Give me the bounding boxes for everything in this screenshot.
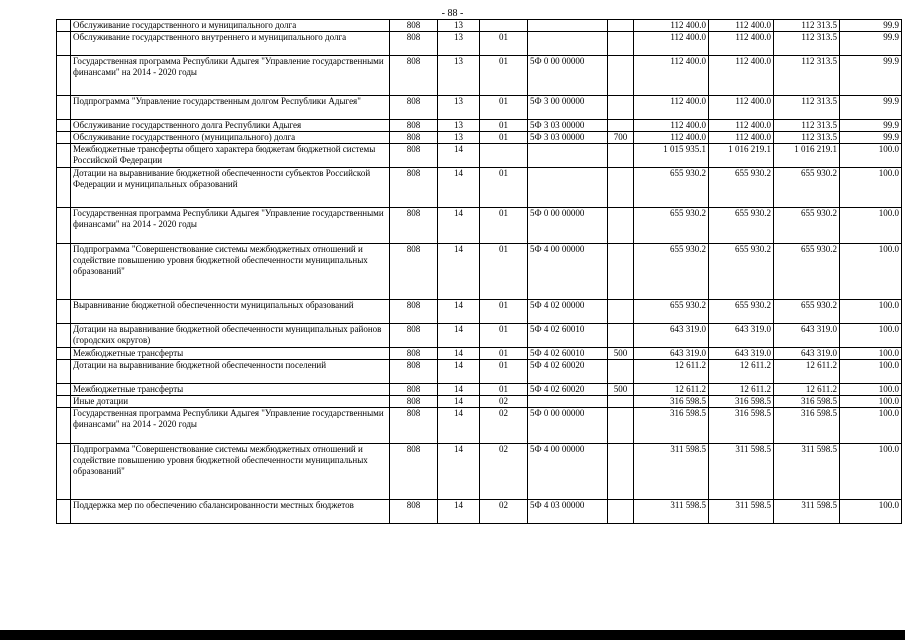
cell-sum-plan: 112 400.0 bbox=[709, 56, 774, 96]
row-margin-cell bbox=[57, 20, 71, 32]
cell-sum-plan: 112 400.0 bbox=[709, 20, 774, 32]
cell-expense-type bbox=[608, 300, 634, 324]
cell-expense-type bbox=[608, 208, 634, 244]
row-name: Обслуживание государственного внутреннего и муниципального долга bbox=[71, 32, 390, 56]
table-row bbox=[57, 244, 902, 300]
cell-grbs: 808 bbox=[390, 168, 438, 208]
cell-percent: 100.0 bbox=[840, 396, 902, 408]
row-name: Дотации на выравнивание бюджетной обеспеченности субъектов Российской Федерации и муниципальных образований bbox=[71, 168, 390, 208]
cell-sum-plan: 316 598.5 bbox=[709, 396, 774, 408]
cell-podrazdel: 01 bbox=[480, 324, 528, 348]
table-row bbox=[57, 500, 902, 524]
cell-sum-approved: 316 598.5 bbox=[634, 396, 709, 408]
cell-sum-executed: 112 313.5 bbox=[774, 120, 840, 132]
row-margin-cell bbox=[57, 120, 71, 132]
cell-razdel: 14 bbox=[438, 384, 480, 396]
cell-grbs: 808 bbox=[390, 144, 438, 168]
cell-razdel: 14 bbox=[438, 144, 480, 168]
cell-target-article bbox=[528, 20, 608, 32]
cell-grbs: 808 bbox=[390, 500, 438, 524]
cell-podrazdel: 01 bbox=[480, 96, 528, 120]
cell-percent: 99.9 bbox=[840, 32, 902, 56]
cell-percent: 100.0 bbox=[840, 144, 902, 168]
row-margin-cell bbox=[57, 444, 71, 500]
page-number: - 88 - bbox=[441, 8, 464, 19]
row-margin-cell bbox=[57, 244, 71, 300]
table-row bbox=[57, 96, 902, 120]
table-row bbox=[57, 32, 902, 56]
cell-razdel: 14 bbox=[438, 444, 480, 500]
row-margin-cell bbox=[57, 300, 71, 324]
cell-expense-type bbox=[608, 144, 634, 168]
row-margin-cell bbox=[57, 56, 71, 96]
cell-sum-executed: 112 313.5 bbox=[774, 56, 840, 96]
cell-percent: 100.0 bbox=[840, 168, 902, 208]
cell-sum-plan: 12 611.2 bbox=[709, 360, 774, 384]
cell-percent: 99.9 bbox=[840, 96, 902, 120]
row-name: Подпрограмма "Совершенствование системы межбюджетных отношений и содействие повышению уровня бюджетной обеспеченности муниципальных образований" bbox=[71, 444, 390, 500]
row-margin-cell bbox=[57, 32, 71, 56]
cell-grbs: 808 bbox=[390, 348, 438, 360]
row-margin-cell bbox=[57, 324, 71, 348]
budget-table bbox=[56, 19, 902, 524]
cell-grbs: 808 bbox=[390, 208, 438, 244]
cell-sum-executed: 1 016 219.1 bbox=[774, 144, 840, 168]
row-name: Иные дотации bbox=[71, 396, 390, 408]
table-row bbox=[57, 396, 902, 408]
cell-target-article bbox=[528, 144, 608, 168]
cell-target-article: 5Ф 4 02 60020 bbox=[528, 384, 608, 396]
cell-expense-type bbox=[608, 408, 634, 444]
cell-sum-plan: 316 598.5 bbox=[709, 408, 774, 444]
cell-grbs: 808 bbox=[390, 244, 438, 300]
cell-percent: 100.0 bbox=[840, 348, 902, 360]
cell-target-article bbox=[528, 396, 608, 408]
row-margin-cell bbox=[57, 396, 71, 408]
row-name: Государственная программа Республики Адыгея "Управление государственными финансами" на 2014 - 2020 годы bbox=[71, 208, 390, 244]
cell-sum-plan: 112 400.0 bbox=[709, 120, 774, 132]
row-name: Дотации на выравнивание бюджетной обеспеченности поселений bbox=[71, 360, 390, 384]
cell-target-article: 5Ф 3 03 00000 bbox=[528, 120, 608, 132]
cell-sum-executed: 643 319.0 bbox=[774, 324, 840, 348]
cell-target-article: 5Ф 4 02 60020 bbox=[528, 360, 608, 384]
row-name: Государственная программа Республики Адыгея "Управление государственными финансами" на 2014 - 2020 годы bbox=[71, 408, 390, 444]
cell-sum-executed: 643 319.0 bbox=[774, 348, 840, 360]
cell-sum-plan: 643 319.0 bbox=[709, 348, 774, 360]
cell-sum-executed: 655 930.2 bbox=[774, 208, 840, 244]
cell-target-article bbox=[528, 168, 608, 208]
cell-podrazdel: 02 bbox=[480, 500, 528, 524]
cell-grbs: 808 bbox=[390, 20, 438, 32]
cell-sum-approved: 311 598.5 bbox=[634, 444, 709, 500]
cell-percent: 100.0 bbox=[840, 500, 902, 524]
row-name: Выравнивание бюджетной обеспеченности муниципальных образований bbox=[71, 300, 390, 324]
cell-razdel: 14 bbox=[438, 300, 480, 324]
cell-expense-type bbox=[608, 120, 634, 132]
cell-razdel: 14 bbox=[438, 408, 480, 444]
cell-grbs: 808 bbox=[390, 384, 438, 396]
table-row bbox=[57, 168, 902, 208]
row-margin-cell bbox=[57, 408, 71, 444]
cell-podrazdel: 01 bbox=[480, 168, 528, 208]
cell-percent: 100.0 bbox=[840, 360, 902, 384]
cell-podrazdel: 01 bbox=[480, 208, 528, 244]
table-row bbox=[57, 384, 902, 396]
cell-sum-executed: 316 598.5 bbox=[774, 408, 840, 444]
row-name: Государственная программа Республики Адыгея "Управление государственными финансами" на 2014 - 2020 годы bbox=[71, 56, 390, 96]
cell-razdel: 14 bbox=[438, 208, 480, 244]
table-row bbox=[57, 444, 902, 500]
cell-sum-approved: 112 400.0 bbox=[634, 56, 709, 96]
cell-percent: 100.0 bbox=[840, 408, 902, 444]
row-name: Обслуживание государственного и муниципального долга bbox=[71, 20, 390, 32]
cell-sum-approved: 112 400.0 bbox=[634, 96, 709, 120]
cell-grbs: 808 bbox=[390, 120, 438, 132]
cell-sum-plan: 112 400.0 bbox=[709, 32, 774, 56]
cell-sum-approved: 12 611.2 bbox=[634, 360, 709, 384]
cell-target-article: 5Ф 4 03 00000 bbox=[528, 500, 608, 524]
table-row bbox=[57, 120, 902, 132]
cell-percent: 99.9 bbox=[840, 56, 902, 96]
cell-podrazdel: 01 bbox=[480, 120, 528, 132]
row-name: Межбюджетные трансферты bbox=[71, 348, 390, 360]
cell-sum-executed: 655 930.2 bbox=[774, 244, 840, 300]
cell-sum-executed: 311 598.5 bbox=[774, 500, 840, 524]
cell-target-article bbox=[528, 32, 608, 56]
cell-razdel: 13 bbox=[438, 96, 480, 120]
cell-grbs: 808 bbox=[390, 396, 438, 408]
cell-sum-approved: 655 930.2 bbox=[634, 208, 709, 244]
cell-podrazdel: 02 bbox=[480, 408, 528, 444]
cell-percent: 100.0 bbox=[840, 244, 902, 300]
cell-grbs: 808 bbox=[390, 324, 438, 348]
cell-podrazdel: 01 bbox=[480, 56, 528, 96]
row-margin-cell bbox=[57, 96, 71, 120]
cell-sum-approved: 112 400.0 bbox=[634, 132, 709, 144]
row-margin-cell bbox=[57, 500, 71, 524]
cell-razdel: 13 bbox=[438, 20, 480, 32]
cell-podrazdel: 01 bbox=[480, 132, 528, 144]
cell-sum-executed: 112 313.5 bbox=[774, 32, 840, 56]
scan-bottom-edge bbox=[0, 630, 905, 640]
cell-percent: 100.0 bbox=[840, 300, 902, 324]
cell-razdel: 14 bbox=[438, 396, 480, 408]
cell-razdel: 14 bbox=[438, 324, 480, 348]
table-row bbox=[57, 208, 902, 244]
cell-podrazdel: 01 bbox=[480, 32, 528, 56]
cell-sum-approved: 311 598.5 bbox=[634, 500, 709, 524]
cell-podrazdel bbox=[480, 144, 528, 168]
cell-sum-plan: 112 400.0 bbox=[709, 132, 774, 144]
cell-sum-executed: 311 598.5 bbox=[774, 444, 840, 500]
table-row bbox=[57, 360, 902, 384]
cell-percent: 100.0 bbox=[840, 324, 902, 348]
cell-razdel: 14 bbox=[438, 348, 480, 360]
cell-podrazdel: 01 bbox=[480, 384, 528, 396]
cell-sum-approved: 655 930.2 bbox=[634, 244, 709, 300]
table-row bbox=[57, 132, 902, 144]
cell-sum-plan: 12 611.2 bbox=[709, 384, 774, 396]
cell-expense-type bbox=[608, 168, 634, 208]
cell-sum-approved: 316 598.5 bbox=[634, 408, 709, 444]
cell-podrazdel: 02 bbox=[480, 444, 528, 500]
cell-expense-type: 700 bbox=[608, 132, 634, 144]
cell-target-article: 5Ф 0 00 00000 bbox=[528, 208, 608, 244]
cell-expense-type: 500 bbox=[608, 384, 634, 396]
cell-percent: 100.0 bbox=[840, 384, 902, 396]
cell-sum-executed: 112 313.5 bbox=[774, 132, 840, 144]
cell-razdel: 14 bbox=[438, 500, 480, 524]
cell-expense-type bbox=[608, 500, 634, 524]
cell-grbs: 808 bbox=[390, 444, 438, 500]
cell-sum-plan: 655 930.2 bbox=[709, 168, 774, 208]
table-row bbox=[57, 300, 902, 324]
cell-target-article: 5Ф 3 00 00000 bbox=[528, 96, 608, 120]
row-name: Обслуживание государственного (муниципального) долга bbox=[71, 132, 390, 144]
row-name: Дотации на выравнивание бюджетной обеспеченности муниципальных районов (городских округов) bbox=[71, 324, 390, 348]
row-name: Межбюджетные трансферты общего характера бюджетам бюджетной системы Российской Федерации bbox=[71, 144, 390, 168]
cell-percent: 100.0 bbox=[840, 444, 902, 500]
row-margin-cell bbox=[57, 132, 71, 144]
table-row bbox=[57, 408, 902, 444]
cell-podrazdel: 01 bbox=[480, 348, 528, 360]
cell-sum-executed: 112 313.5 bbox=[774, 96, 840, 120]
row-margin-cell bbox=[57, 144, 71, 168]
cell-sum-executed: 12 611.2 bbox=[774, 360, 840, 384]
cell-grbs: 808 bbox=[390, 32, 438, 56]
table-row bbox=[57, 348, 902, 360]
cell-razdel: 13 bbox=[438, 56, 480, 96]
cell-grbs: 808 bbox=[390, 408, 438, 444]
cell-grbs: 808 bbox=[390, 56, 438, 96]
cell-target-article: 5Ф 0 00 00000 bbox=[528, 56, 608, 96]
cell-expense-type bbox=[608, 396, 634, 408]
cell-sum-approved: 655 930.2 bbox=[634, 300, 709, 324]
cell-grbs: 808 bbox=[390, 96, 438, 120]
cell-sum-plan: 655 930.2 bbox=[709, 300, 774, 324]
table-row bbox=[57, 20, 902, 32]
cell-expense-type bbox=[608, 244, 634, 300]
cell-sum-executed: 655 930.2 bbox=[774, 168, 840, 208]
cell-expense-type bbox=[608, 32, 634, 56]
table-row bbox=[57, 144, 902, 168]
row-name: Подпрограмма "Совершенствование системы межбюджетных отношений и содействие повышению уровня бюджетной обеспеченности муниципальных образований" bbox=[71, 244, 390, 300]
cell-percent: 99.9 bbox=[840, 132, 902, 144]
row-margin-cell bbox=[57, 348, 71, 360]
cell-sum-executed: 112 313.5 bbox=[774, 20, 840, 32]
row-name: Межбюджетные трансферты bbox=[71, 384, 390, 396]
cell-target-article: 5Ф 4 00 00000 bbox=[528, 244, 608, 300]
row-name: Поддержка мер по обеспечению сбалансированности местных бюджетов bbox=[71, 500, 390, 524]
cell-target-article: 5Ф 4 02 60010 bbox=[528, 324, 608, 348]
table-row bbox=[57, 324, 902, 348]
cell-sum-executed: 12 611.2 bbox=[774, 384, 840, 396]
cell-expense-type bbox=[608, 324, 634, 348]
table-row bbox=[57, 56, 902, 96]
cell-sum-plan: 311 598.5 bbox=[709, 500, 774, 524]
cell-razdel: 14 bbox=[438, 244, 480, 300]
cell-expense-type bbox=[608, 444, 634, 500]
cell-target-article: 5Ф 0 00 00000 bbox=[528, 408, 608, 444]
cell-podrazdel: 01 bbox=[480, 360, 528, 384]
cell-sum-approved: 1 015 935.1 bbox=[634, 144, 709, 168]
row-margin-cell bbox=[57, 208, 71, 244]
cell-sum-approved: 12 611.2 bbox=[634, 384, 709, 396]
cell-target-article: 5Ф 4 02 60010 bbox=[528, 348, 608, 360]
cell-percent: 99.9 bbox=[840, 20, 902, 32]
cell-razdel: 14 bbox=[438, 168, 480, 208]
cell-sum-approved: 643 319.0 bbox=[634, 324, 709, 348]
cell-podrazdel: 02 bbox=[480, 396, 528, 408]
cell-sum-plan: 1 016 219.1 bbox=[709, 144, 774, 168]
cell-sum-approved: 112 400.0 bbox=[634, 20, 709, 32]
cell-podrazdel bbox=[480, 20, 528, 32]
row-name: Подпрограмма "Управление государственным долгом Республики Адыгея" bbox=[71, 96, 390, 120]
cell-razdel: 13 bbox=[438, 132, 480, 144]
cell-grbs: 808 bbox=[390, 360, 438, 384]
cell-sum-plan: 655 930.2 bbox=[709, 244, 774, 300]
cell-grbs: 808 bbox=[390, 300, 438, 324]
cell-razdel: 14 bbox=[438, 360, 480, 384]
cell-sum-approved: 112 400.0 bbox=[634, 120, 709, 132]
row-margin-cell bbox=[57, 360, 71, 384]
cell-expense-type bbox=[608, 96, 634, 120]
cell-expense-type bbox=[608, 20, 634, 32]
cell-podrazdel: 01 bbox=[480, 300, 528, 324]
cell-sum-approved: 112 400.0 bbox=[634, 32, 709, 56]
cell-sum-executed: 655 930.2 bbox=[774, 300, 840, 324]
cell-sum-approved: 643 319.0 bbox=[634, 348, 709, 360]
row-margin-cell bbox=[57, 384, 71, 396]
cell-podrazdel: 01 bbox=[480, 244, 528, 300]
cell-sum-plan: 643 319.0 bbox=[709, 324, 774, 348]
cell-grbs: 808 bbox=[390, 132, 438, 144]
cell-sum-plan: 655 930.2 bbox=[709, 208, 774, 244]
row-name: Обслуживание государственного долга Республики Адыгея bbox=[71, 120, 390, 132]
cell-target-article: 5Ф 4 02 00000 bbox=[528, 300, 608, 324]
cell-target-article: 5Ф 3 03 00000 bbox=[528, 132, 608, 144]
cell-sum-approved: 655 930.2 bbox=[634, 168, 709, 208]
cell-sum-executed: 316 598.5 bbox=[774, 396, 840, 408]
cell-sum-plan: 311 598.5 bbox=[709, 444, 774, 500]
cell-expense-type bbox=[608, 56, 634, 96]
cell-expense-type: 500 bbox=[608, 348, 634, 360]
cell-target-article: 5Ф 4 00 00000 bbox=[528, 444, 608, 500]
cell-razdel: 13 bbox=[438, 120, 480, 132]
cell-expense-type bbox=[608, 360, 634, 384]
row-margin-cell bbox=[57, 168, 71, 208]
cell-percent: 99.9 bbox=[840, 120, 902, 132]
cell-percent: 100.0 bbox=[840, 208, 902, 244]
cell-razdel: 13 bbox=[438, 32, 480, 56]
cell-sum-plan: 112 400.0 bbox=[709, 96, 774, 120]
